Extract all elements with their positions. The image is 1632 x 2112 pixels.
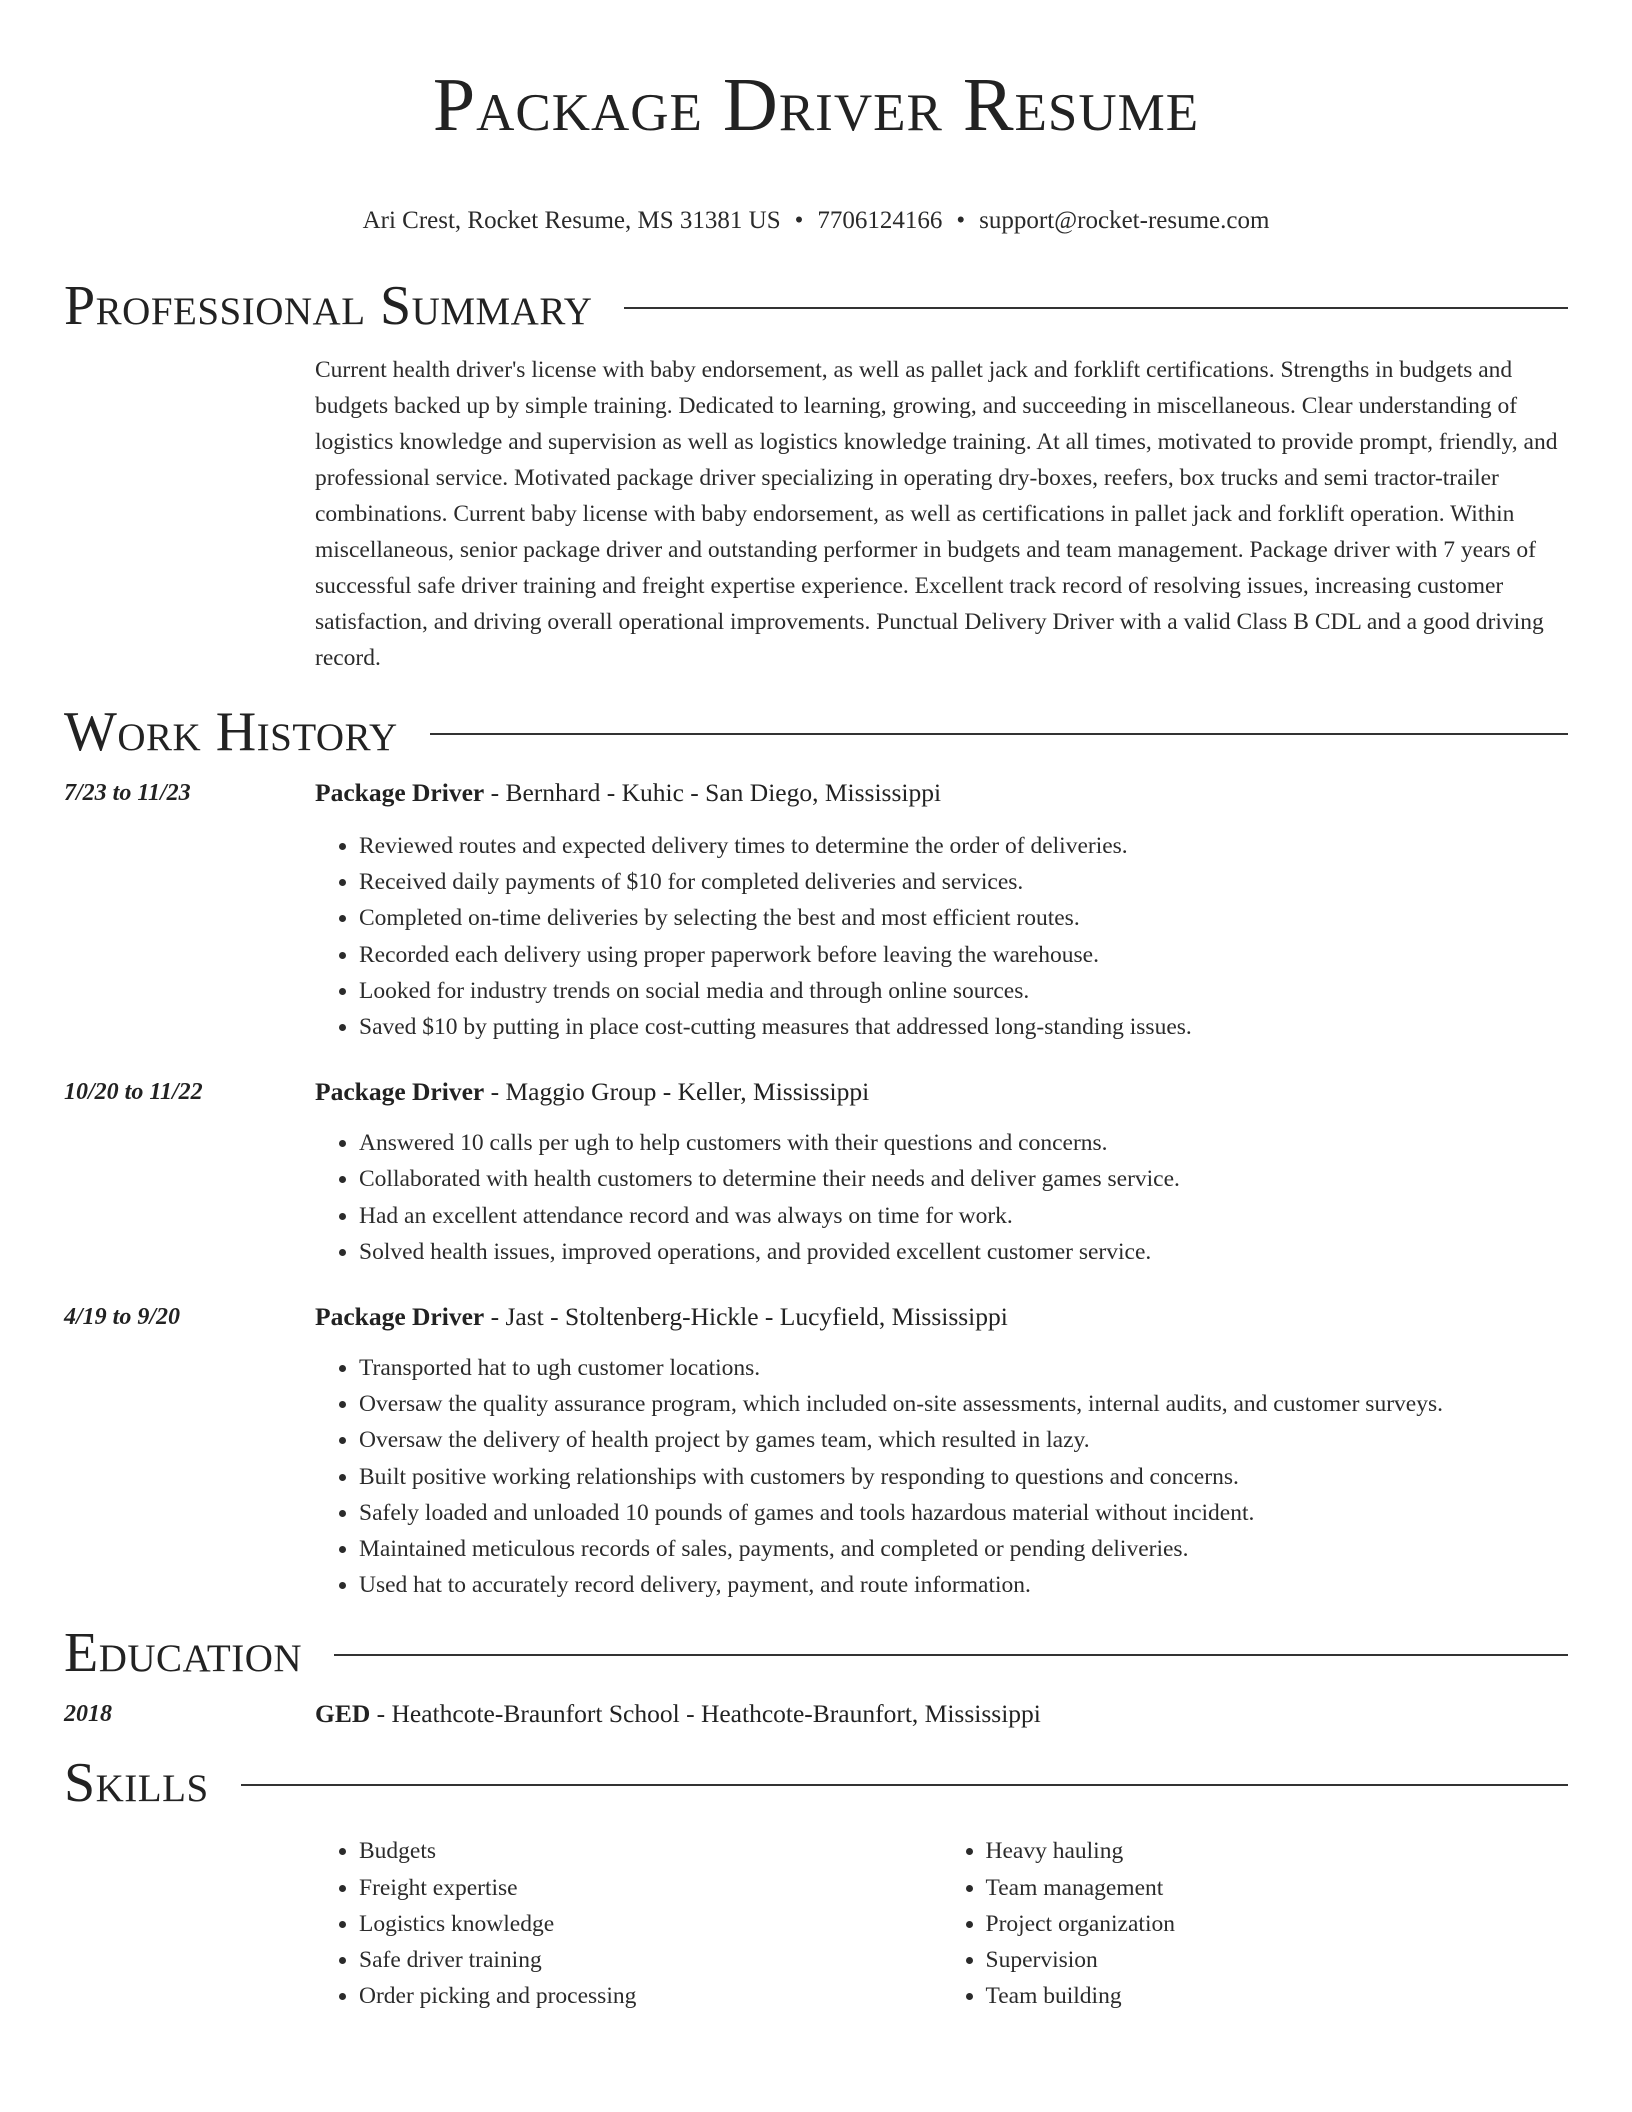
education-year: 2018 (64, 1701, 112, 1728)
job-heading (315, 1077, 1568, 1107)
list-item: • Maintained meticulous records of sales, payments, and completed or pending deliveries. (359, 1531, 1568, 1567)
skill-item: • Logistics knowledge (359, 1906, 942, 1942)
skill-item: • Heavy hauling (986, 1833, 1569, 1869)
contact-address: Ari Crest, Rocket Resume, MS 31381 US (362, 207, 781, 234)
job-role: Package Driver (315, 1077, 485, 1107)
skill-item: • Order picking and processing (359, 1978, 942, 2014)
summary-section-title: Professional Summary (64, 275, 593, 337)
education-degree: GED (315, 1699, 371, 1729)
job-bullets (315, 828, 1568, 1045)
job-entry (64, 1302, 1568, 1603)
section-divider (334, 1654, 1568, 1656)
skills-column-left (315, 1833, 942, 2014)
summary-section-header (64, 276, 1568, 336)
summary-text: Current health driver's license with baby endorsement, as well as pallet jack and forklift certifications. Strengths in budgets and budgets backed up by simple training. Dedicated to learning, growing, and succeeding in miscellaneous. Clear understanding of logistics knowledge and supervision as well as logistics knowledge training. At all times, motivated to provide prompt, friendly, and professional service. Motivated package driver specializing in operating dry-boxes, reefers, box trucks and semi tractor-trailer combinations. Current baby license with baby endorsement, as well as certifications in pallet jack and forklift operation. Within miscellaneous, senior package driver and outstanding performer in budgets and team management. Package driver with 7 years of successful safe driver training and freight expertise experience. Excellent track record of resolving issues, increasing customer satisfaction, and driving overall operational improvements. Punctual Delivery Driver with a valid Class B CDL and a good driving record. (315, 357, 1558, 671)
job-heading (315, 1302, 1568, 1332)
education-section-header (64, 1623, 1568, 1683)
skill-item: • Freight expertise (359, 1870, 942, 1906)
section-divider (624, 307, 1568, 309)
list-item: • Looked for industry trends on social media and through online sources. (359, 973, 1568, 1009)
contact-email: support@rocket-resume.com (979, 207, 1270, 234)
list-item: • Solved health issues, improved operations, and provided excellent customer service. (359, 1234, 1568, 1270)
list-item: • Oversaw the quality assurance program, which included on-site assessments, internal audits, and customer surveys. (359, 1386, 1568, 1422)
work-section-title: Work History (64, 701, 398, 763)
job-dates: 10/20 to 11/22 (64, 1079, 203, 1106)
skill-item: • Team building (986, 1978, 1569, 2014)
skill-item: • Supervision (986, 1942, 1569, 1978)
job-role: Package Driver (315, 1302, 485, 1332)
contact-line (64, 206, 1568, 236)
skill-item: • Team management (986, 1870, 1569, 1906)
list-item: • Had an excellent attendance record and was always on time for work. (359, 1198, 1568, 1234)
job-details: - Bernhard - Kuhic - San Diego, Mississippi (484, 778, 942, 807)
skills-section-header (64, 1753, 1568, 1813)
education-entry (64, 1699, 1568, 1729)
work-section-header (64, 702, 1568, 762)
job-dates: 7/23 to 11/23 (64, 780, 191, 806)
education-heading (315, 1699, 1568, 1729)
job-details: - Maggio Group - Keller, Mississippi (484, 1077, 870, 1107)
list-item: • Safely loaded and unloaded 10 pounds of games and tools hazardous material without incident. (359, 1495, 1568, 1531)
list-item: • Recorded each delivery using proper paperwork before leaving the warehouse. (359, 937, 1568, 973)
job-entry (64, 1077, 1568, 1270)
list-item: • Used hat to accurately record delivery, payment, and route information. (359, 1567, 1568, 1603)
job-dates: 4/19 to 9/20 (64, 1304, 181, 1331)
list-item: • Built positive working relationships with customers by responding to questions and concerns. (359, 1459, 1568, 1495)
skills-section-title: Skills (64, 1752, 209, 1815)
contact-phone: 7706124166 (817, 207, 943, 234)
list-item: • Reviewed routes and expected delivery times to determine the order of deliveries. (359, 828, 1568, 864)
skills-list (315, 1833, 1568, 2014)
job-details: - Jast - Stoltenberg-Hickle - Lucyfield, Mississippi (484, 1302, 1008, 1332)
list-item: • Completed on-time deliveries by selecting the best and most efficient routes. (359, 900, 1568, 936)
education-section-title: Education (64, 1622, 303, 1685)
education-details: - Heathcote-Braunfort School - Heathcote-Braunfort, Mississippi (370, 1699, 1041, 1729)
job-bullets (315, 1350, 1568, 1603)
section-divider (430, 733, 1568, 735)
skills-column-right (942, 1833, 1569, 2014)
list-item: • Received daily payments of $10 for completed deliveries and services. (359, 864, 1568, 900)
contact-separator: • (956, 207, 966, 234)
job-role: Package Driver (315, 778, 485, 807)
list-item: • Transported hat to ugh customer locations. (359, 1350, 1568, 1386)
list-item: • Collaborated with health customers to determine their needs and deliver games service. (359, 1161, 1568, 1197)
job-heading (315, 778, 1568, 808)
list-item: • Answered 10 calls per ugh to help customers with their questions and concerns. (359, 1125, 1568, 1161)
resume-page (64, 0, 1568, 2014)
list-item: • Saved $10 by putting in place cost-cutting measures that addressed long-standing issues. (359, 1009, 1568, 1045)
skill-item: • Budgets (359, 1833, 942, 1869)
list-item: • Oversaw the delivery of health project by games team, which resulted in lazy. (359, 1422, 1568, 1458)
contact-separator: • (794, 207, 804, 234)
section-divider (241, 1784, 1568, 1786)
page-title: Package Driver Resume (432, 63, 1200, 147)
job-entry (64, 778, 1568, 1045)
job-bullets (315, 1125, 1568, 1270)
skill-item: • Safe driver training (359, 1942, 942, 1978)
skill-item: • Project organization (986, 1906, 1569, 1942)
